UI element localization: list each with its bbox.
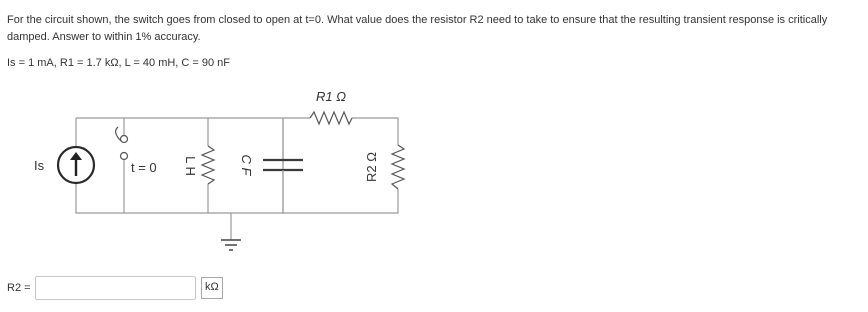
resistor-r2-label: R2 Ω	[364, 152, 379, 182]
switch-label: t = 0	[131, 160, 157, 175]
answer-row	[7, 275, 223, 300]
answer-input[interactable]	[35, 276, 196, 300]
inductor-label: L H	[183, 156, 198, 176]
ground-symbol	[221, 240, 241, 250]
switch-symbol	[116, 127, 128, 160]
resistor-r1-label: R1 Ω	[315, 89, 347, 104]
resistor-r2-symbol	[392, 145, 404, 189]
current-source-symbol	[58, 147, 94, 183]
source-label: Is	[34, 158, 45, 173]
inductor-symbol	[202, 146, 214, 184]
question-text: For the circuit shown, the switch goes from closed to open at t=0. What value does the resistor R2 need to take to ensure that the resulting transient response is critically damped. Answer to within 1% accuracy.	[7, 14, 828, 43]
capacitor-label: C F	[239, 154, 254, 176]
given-values: Is = 1 mA, R1 = 1.7 kΩ, L = 40 mH, C = 90 nF	[7, 57, 231, 69]
resistor-r1-symbol	[310, 112, 352, 124]
answer-unit: kΩ	[201, 277, 223, 299]
answer-label: R2 =	[7, 281, 31, 294]
